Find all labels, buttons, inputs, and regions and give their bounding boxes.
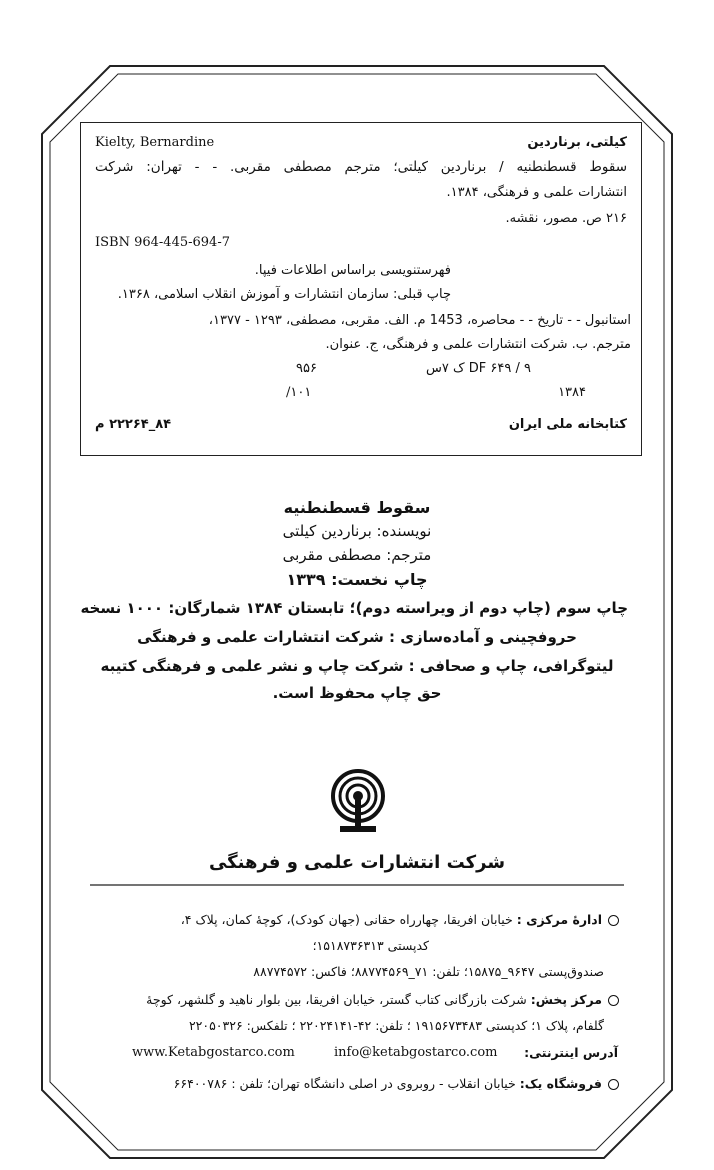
website-link[interactable]: www.Ketabgostarco.com: [132, 1045, 295, 1060]
email-link[interactable]: info@ketabgostarco.com: [334, 1045, 498, 1060]
national-number: ۸۴_۲۲۲۶۴ م: [95, 417, 172, 432]
publisher-logo: [330, 766, 386, 838]
class-left: ۹۵۶: [296, 361, 317, 376]
bullet-icon: [608, 915, 619, 926]
isbn: ISBN 964-445-694-7: [95, 235, 230, 250]
subject-line-2: مترجم. ب. شرکت انتشارات علمی و فرهنگی، ج. عنوان.: [325, 337, 631, 352]
fipa-note: فهرستنویسی براساس اطلاعات فیپا.: [254, 263, 451, 278]
class-left-2: /۱۰۱: [286, 385, 312, 400]
book-title: سقوط قسطنطنیه: [283, 498, 431, 517]
previous-print: چاپ قبلی: سازمان انتشارات و آموزش انقلاب اسلامی، ۱۳۶۸.: [117, 287, 451, 302]
web-label: آدرس اینترنتی:: [524, 1045, 618, 1060]
first-print: چاپ نخست: ۱۳۳۹: [286, 570, 428, 589]
printing: لیتوگرافی، چاپ و صحافی : شرکت چاپ و نشر علمی و فرهنگی کتیبه: [100, 657, 614, 675]
distribution-address-2: گلفام، پلاک ۱؛ کدپستی ۱۹۱۵۶۷۳۴۸۳ ؛ تلفن: ۴۲-۲۲۰۲۴۱۴۱ ؛ تلفکس: ۲۲۰۵۰۳۲۶: [188, 1018, 604, 1033]
hq-text: خیابان افریقا، چهارراه حقانی (جهان کودک)، کوچهٔ کمان، پلاک ۴،: [180, 912, 513, 927]
title-line-1: سقوط قسطنطنیه / برناردین کیلتی؛ مترجم مصطفی مقربی. - - تهران: شرکت: [95, 159, 627, 175]
dist-label: مرکز پخش:: [530, 992, 602, 1007]
hq-label: ادارهٔ مرکزی :: [516, 912, 602, 927]
class-right-2: ۱۳۸۴: [558, 385, 586, 400]
third-print: چاپ سوم (چاپ دوم از ویراسته دوم)؛ تابستان ۱۳۸۴ شمارگان: ۱۰۰۰ نسخه: [80, 599, 628, 617]
store-text: خیابان انقلاب - روبروی در اصلی دانشگاه تهران؛ تلفن : ۶۶۴۰۰۷۸۶: [173, 1076, 516, 1091]
typesetting: حروفچینی و آماده‌سازی : شرکت انتشارات علمی و فرهنگی: [137, 628, 577, 646]
store-address: [174, 1076, 619, 1091]
cip-box: [80, 122, 642, 456]
hq-box: صندوق‌پستی ۹۶۴۷_۱۵۸۷۵؛ تلفن: ۷۱_۸۸۷۷۴۵۶۹؛ فاکس: ۸۸۷۷۴۵۷۲: [253, 964, 604, 979]
library-name: کتابخانه ملی ایران: [508, 417, 627, 432]
hq-postal: کدپستی ۱۵۱۸۷۳۶۳۱۳؛: [312, 938, 429, 953]
hq-address: [181, 912, 619, 927]
store-label: فروشگاه یک:: [519, 1076, 602, 1091]
dist-text: شرکت بازرگانی کتاب گستر، خیابان افریقا، بین بلوار ناهید و گلشهر، کوچهٔ: [146, 992, 527, 1007]
subject-line-1: استانبول - - تاریخ - - محاصره، 1453 م. الف. مقربی، مصطفی، ۱۲۹۳ - ۱۳۷۷،: [208, 313, 631, 328]
title-line-2: انتشارات علمی و فرهنگی، ۱۳۸۴.: [446, 185, 627, 200]
copyright: حق چاپ محفوظ است.: [272, 684, 442, 702]
author-latin: Kielty, Bernardine: [95, 135, 215, 150]
pages-info: ۲۱۶ ص. مصور، نقشه.: [505, 211, 627, 226]
bullet-icon: [608, 995, 619, 1006]
class-right: DF ۶۴۹ / ۹ ک ۷س: [426, 361, 531, 376]
bullet-icon: [608, 1079, 619, 1090]
author-persian: کیلتی، برناردین: [527, 135, 627, 150]
translator-credit: مترجم: مصطفی مقربی: [282, 546, 432, 564]
distribution-address: [146, 992, 619, 1007]
author-credit: نویسنده: برناردین کیلتی: [282, 522, 432, 540]
publisher-name: شرکت انتشارات علمی و فرهنگی: [208, 852, 506, 873]
